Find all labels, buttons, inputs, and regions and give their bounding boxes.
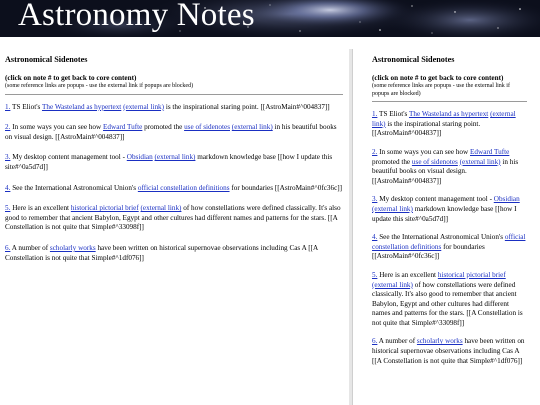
wasteland-link[interactable]: The Wasteland as hypertext [41,102,122,111]
external-link[interactable]: (external link) [459,157,501,166]
note-text: have been written on historical supernovae observations including Cas A [[A Constellation is not quite that Simple#^1df076]] [5,244,318,262]
note-text: My desktop content management tool - [377,195,494,204]
scholarly-works-link[interactable]: scholarly works [416,337,463,346]
note-text: In some ways you can see how [10,123,102,132]
obsidian-link[interactable]: Obsidian [126,153,153,162]
note-text: promoted the [142,123,185,132]
wasteland-link[interactable]: The Wasteland as hypertext [408,110,489,119]
sidenotes-link[interactable]: use of sidenotes [411,157,458,166]
note-text: TS Eliot's [10,102,42,111]
external-link[interactable]: (external link) [231,123,273,132]
header-banner [0,0,540,37]
note-number-link[interactable]: 4. [372,233,378,242]
note-text: See the International Astronomical Union's [10,183,138,192]
note-text: for boundaries [[AstroMain#^0fc36c]] [372,242,485,261]
note-number-link[interactable]: 5. [5,204,11,213]
section-title: Astronomical Sidenotes [5,55,88,64]
sidenotes-link[interactable]: use of sidenotes [184,123,230,132]
left-pane [0,49,349,405]
pictorial-brief-link[interactable]: historical pictorial brief [437,270,506,279]
sidenote-4 [372,233,527,262]
note-text: of how constellations were defined classically. It's also good to remember that ancient Babylon, Egypt and other cultures had different names and patterns for the stars. [[A Constellation is not quite that Simple#^33098f]] [372,280,523,327]
note-text: A number of [377,337,417,346]
right-content [353,49,533,366]
sidenote-3 [372,195,527,224]
site-title: Astronomy Notes [18,0,255,33]
divider [372,101,527,102]
external-link[interactable]: (external link) [123,102,165,111]
note-text: Here is an excellent [377,270,438,279]
note-text: See the International Astronomical Union's [377,233,505,242]
external-link[interactable]: (external link) [154,153,196,162]
note-number-link[interactable]: 3. [372,195,378,204]
note-number-link[interactable]: 6. [5,244,11,253]
note-text: markdown knowledge base [[how I update this site#^0a5d7d]] [5,153,333,172]
pictorial-brief-link[interactable]: historical pictorial brief [70,204,139,213]
note-text: TS Eliot's [377,110,409,119]
tufte-link[interactable]: Edward Tufte [470,147,510,156]
intro-note: (some reference links are popups - use the external link if popups are blocked) [5,83,194,90]
note-text: of how constellations were defined classically. It's also good to remember that ancient Babylon, Egypt and other cultures had different names and patterns for the stars. [[A Constellation is not quite that Simple#^33098f]] [5,204,341,232]
external-link[interactable]: (external link) [140,204,182,213]
sidenote-5 [5,204,343,233]
right-pane [352,49,540,405]
external-link[interactable]: (external link) [372,110,516,128]
note-number-link[interactable]: 4. [5,183,11,192]
sidenote-1 [372,110,527,139]
note-number-link[interactable]: 6. [372,337,378,346]
scholarly-works-link[interactable]: scholarly works [49,244,96,253]
note-text: promoted the [372,157,412,166]
sidenote-4 [5,184,343,194]
note-number-link[interactable]: 5. [372,270,378,279]
section-title: Astronomical Sidenotes [372,55,455,64]
constellation-definitions-link[interactable]: official constellation definitions [372,233,526,251]
sidenote-5 [372,271,527,329]
note-text: in his beautiful books on visual design. [[AstroMain#^004837]] [372,157,519,185]
intro-note: (some reference links are popups - use the external link if popups are blocked) [372,83,510,97]
note-number-link[interactable]: 1. [372,110,378,119]
sidenote-2 [5,123,343,142]
sidenote-2 [372,148,527,186]
note-text: is the inspirational staring point. [[AstroMain#^004837]] [164,102,330,111]
sidenote-3 [5,153,343,172]
note-number-link[interactable]: 3. [5,153,11,162]
tufte-link[interactable]: Edward Tufte [103,123,143,132]
note-text: for boundaries [[AstroMain#^0fc36c]] [229,183,343,192]
note-text: In some ways you can see how [377,147,469,156]
intro-instruction: (click on note # to get back to core content) [5,73,137,82]
note-number-link[interactable]: 2. [5,123,11,132]
note-text: have been written on historical supernovae observations including Cas A [[A Constellation is not quite that Simple#^1df076]] [372,337,525,365]
note-number-link[interactable]: 2. [372,147,378,156]
note-text: A number of [10,244,50,253]
external-link[interactable]: (external link) [372,204,413,213]
constellation-definitions-link[interactable]: official constellation definitions [137,183,230,192]
sidenote-1 [5,103,343,113]
note-number-link[interactable]: 1. [5,102,11,111]
left-content [0,49,349,263]
note-text: is the inspirational staring point. [[AstroMain#^004837]] [372,119,481,138]
sidenote-6 [372,337,527,366]
obsidian-link[interactable]: Obsidian [493,195,520,204]
external-link[interactable]: (external link) [372,280,413,289]
note-text: My desktop content management tool - [10,153,127,162]
intro-instruction: (click on note # to get back to core content) [372,73,504,82]
note-text: markdown knowledge base [[how I update this site#^0a5d7d]] [372,204,517,223]
note-text: in his beautiful books on visual design. [[AstroMain#^004837]] [5,123,337,141]
note-text: Here is an excellent [10,204,71,213]
divider [5,94,343,95]
sidenote-6 [5,244,343,263]
